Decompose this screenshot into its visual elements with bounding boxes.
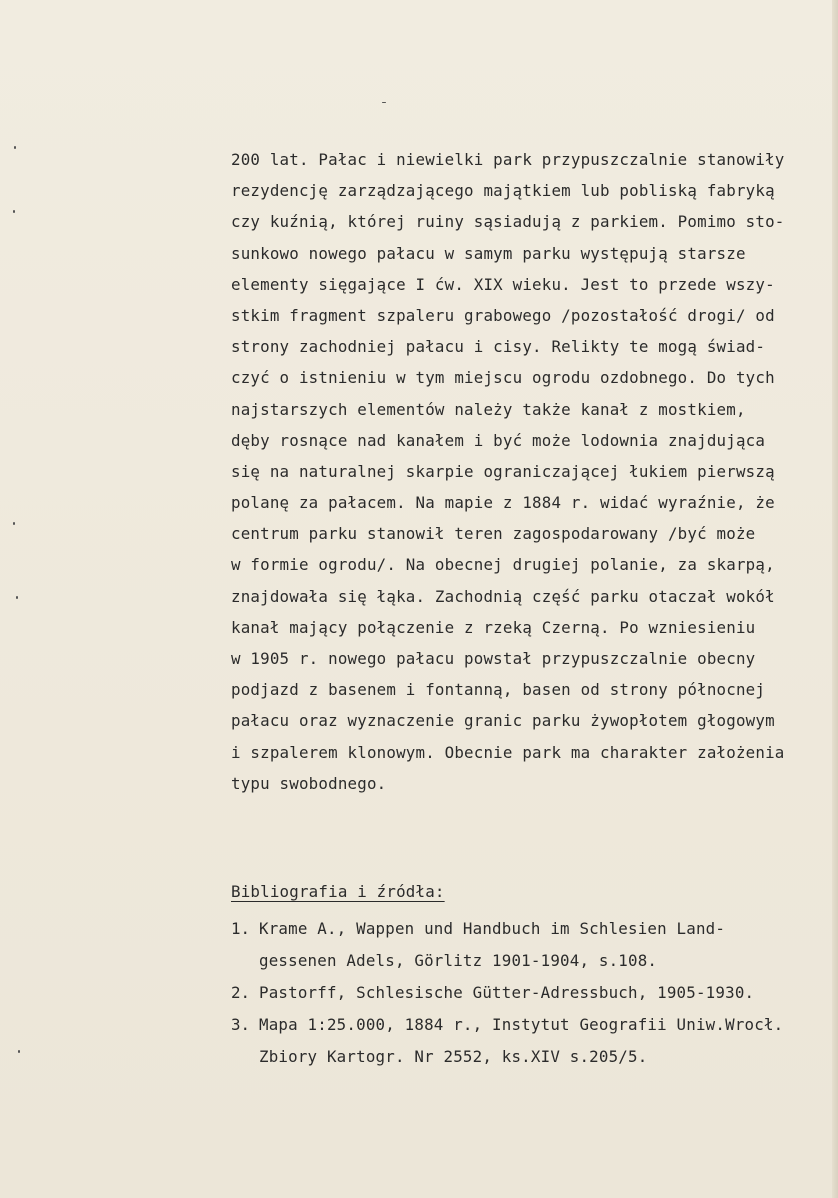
bibliography-item [231, 977, 831, 1009]
body-line: strony zachodniej pałacu i cisy. Relikty te mogą świad- [231, 337, 766, 357]
body-line: i szpalerem klonowym. Obecnie park ma charakter założenia [231, 742, 785, 762]
body-line: rezydencję zarządzającego majątkiem lub pobliską fabryką [231, 181, 775, 201]
body-line: czy kuźnią, której ruiny sąsiadują z parkiem. Pomimo sto- [231, 212, 785, 232]
bibliography-section [231, 877, 831, 1073]
body-line: w formie ogrodu/. Na obecnej drugiej polanie, za skarpą, [231, 555, 775, 575]
margin-mark [14, 146, 16, 149]
body-line: elementy sięgające I ćw. XIX wieku. Jest to przede wszy- [231, 274, 775, 294]
bibliography-item-number: 1. [231, 919, 251, 938]
bibliography-heading: Bibliografia i źródła: [231, 882, 445, 901]
bibliography-item-line: gessenen Adels, Görlitz 1901-1904, s.108. [259, 951, 658, 970]
bibliography-item-line: Krame A., Wappen und Handbuch im Schlesien Land- [259, 919, 726, 938]
body-line: 200 lat. Pałac i niewielki park przypuszczalnie stanowiły [231, 150, 785, 169]
bibliography-item [231, 913, 831, 977]
body-line: najstarszych elementów należy także kanał z mostkiem, [231, 399, 746, 419]
body-line: czyć o istnieniu w tym miejscu ogrodu ozdobnego. Do tych [231, 368, 775, 388]
bibliography-item-number: 2. [231, 983, 251, 1002]
bibliography-item-line: Mapa 1:25.000, 1884 r., Instytut Geografii Uniw.Wrocł. [259, 1015, 784, 1034]
bibliography-item-number: 3. [231, 1015, 251, 1034]
body-line: się na naturalnej skarpie ograniczającej łukiem pierwszą [231, 461, 775, 481]
margin-mark [18, 1050, 20, 1053]
margin-mark [382, 102, 386, 103]
body-line: podjazd z basenem i fontanną, basen od strony północnej [231, 680, 766, 700]
margin-mark [13, 522, 15, 525]
body-paragraph [231, 144, 831, 799]
body-line: pałacu oraz wyznaczenie granic parku żywopłotem głogowym [231, 711, 775, 731]
margin-mark [13, 210, 15, 213]
body-line: typu swobodnego. [231, 773, 387, 793]
body-line: znajdowała się łąka. Zachodnią część parku otaczał wokół [231, 586, 775, 606]
body-line: stkim fragment szpaleru grabowego /pozostałość drogi/ od [231, 305, 775, 325]
paper-edge [832, 0, 838, 1198]
body-line: centrum parku stanowił teren zagospodarowany /być może [231, 524, 756, 544]
body-line: dęby rosnące nad kanałem i być może lodownia znajdująca [231, 430, 766, 450]
body-line: kanał mający połączenie z rzeką Czerną. Po wzniesieniu [231, 617, 756, 637]
bibliography-item-line: Pastorff, Schlesische Gütter-Adressbuch, 1905-1930. [259, 983, 755, 1002]
bibliography-item [231, 1009, 831, 1073]
body-line: sunkowo nowego pałacu w samym parku występują starsze [231, 243, 746, 263]
bibliography-item-line: Zbiory Kartogr. Nr 2552, ks.XIV s.205/5. [259, 1047, 648, 1066]
margin-mark [16, 596, 18, 599]
body-line: w 1905 r. nowego pałacu powstał przypuszczalnie obecny [231, 649, 756, 668]
body-line: polanę za pałacem. Na mapie z 1884 r. widać wyraźnie, że [231, 493, 775, 513]
